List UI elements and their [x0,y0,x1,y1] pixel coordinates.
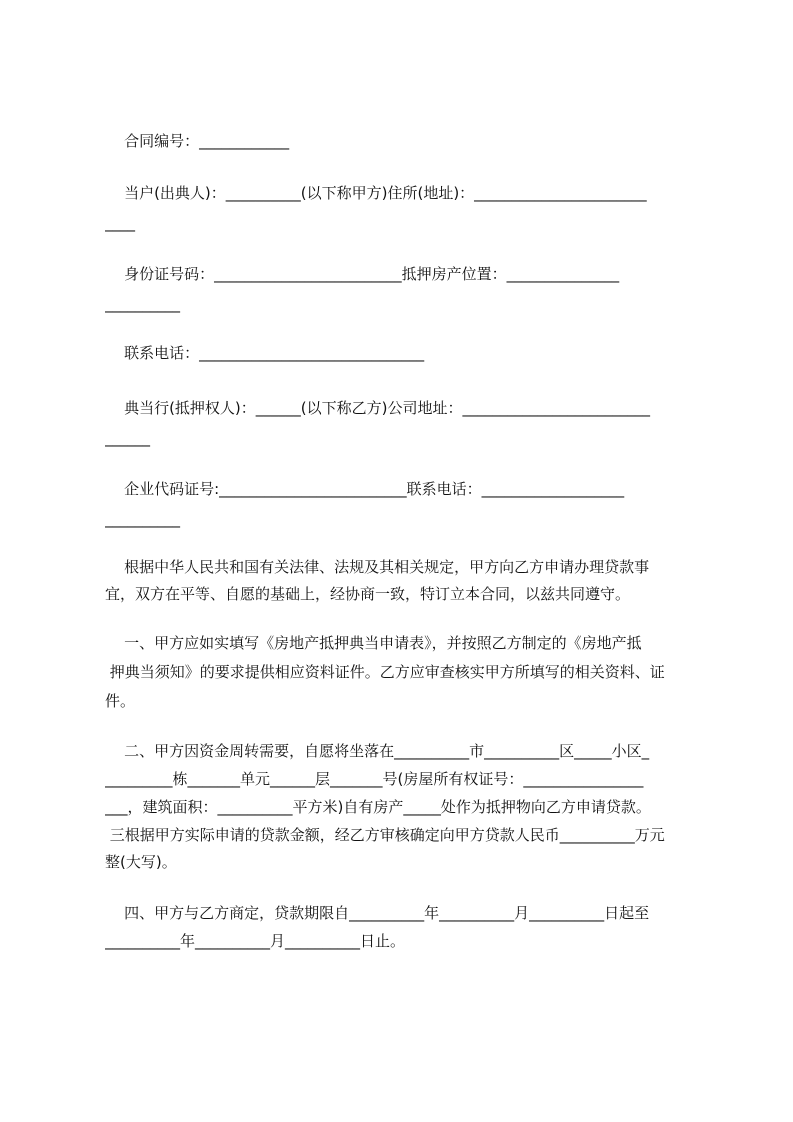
preamble-paragraph-line-2: 宜，双方在平等、自愿的基础上，经协商一致，特订立本合同，以兹共同遵守。 [105,585,631,603]
clause-1-line-2: 押典当须知》的要求提供相应资料证件。乙方应审查核实甲方所填写的相关资料、证 [105,663,665,681]
id-number-line: 身份证号码：_________________________抵押房产位置：_______________ [105,265,620,283]
preamble-paragraph-line-1: 根据中华人民共和国有关法律、法规及其相关规定，甲方向乙方申请办理贷款事 [105,558,650,576]
contact-phone-line: 联系电话：______________________________ [105,344,425,362]
contract-number-line: 合同编号：____________ [105,132,290,150]
clause-4-line-1: 四、甲方与乙方商定，贷款期限自__________年__________月__________日起至 [105,904,650,922]
clause-4-line-2: __________年__________月__________日止。 [105,932,406,950]
clause-1-line-1: 一、甲方应如实填写《房地产抵押典当申请表》，并按照乙方制定的《房地产抵 [105,634,642,652]
enterprise-code-continuation: __________ [105,510,180,528]
id-number-continuation: __________ [105,295,180,313]
clause-1-line-3: 件。 [105,692,136,710]
pawner-info-line: 当户(出典人)：__________(以下称甲方)住所(地址)：_______________________ [105,184,647,202]
pawner-info-continuation: ____ [105,214,135,232]
clause-2-line-2: _________栋_______单元______层_______号(房屋所有权证号：________________ [105,770,644,788]
clause-2-line-1: 二、甲方因资金周转需要，自愿将坐落在__________市__________区_____小区_ [105,742,650,760]
pawnshop-info-continuation: ______ [105,429,150,447]
clause-2-line-3: ___，建筑面积：__________平方米)自有房产_____处作为抵押物向乙方申请贷款。 [105,798,651,816]
pawnshop-info-line: 典当行(抵押权人)：______(以下称乙方)公司地址：_________________________ [105,399,650,417]
clause-3-line-1: 三根据甲方实际申请的贷款金额，经乙方审核确定向甲方贷款人民币__________万元 [105,826,665,844]
enterprise-code-line: 企业代码证号:_________________________联系电话：___________________ [105,480,625,498]
clause-3-line-2: 整(大写)。 [105,853,177,871]
